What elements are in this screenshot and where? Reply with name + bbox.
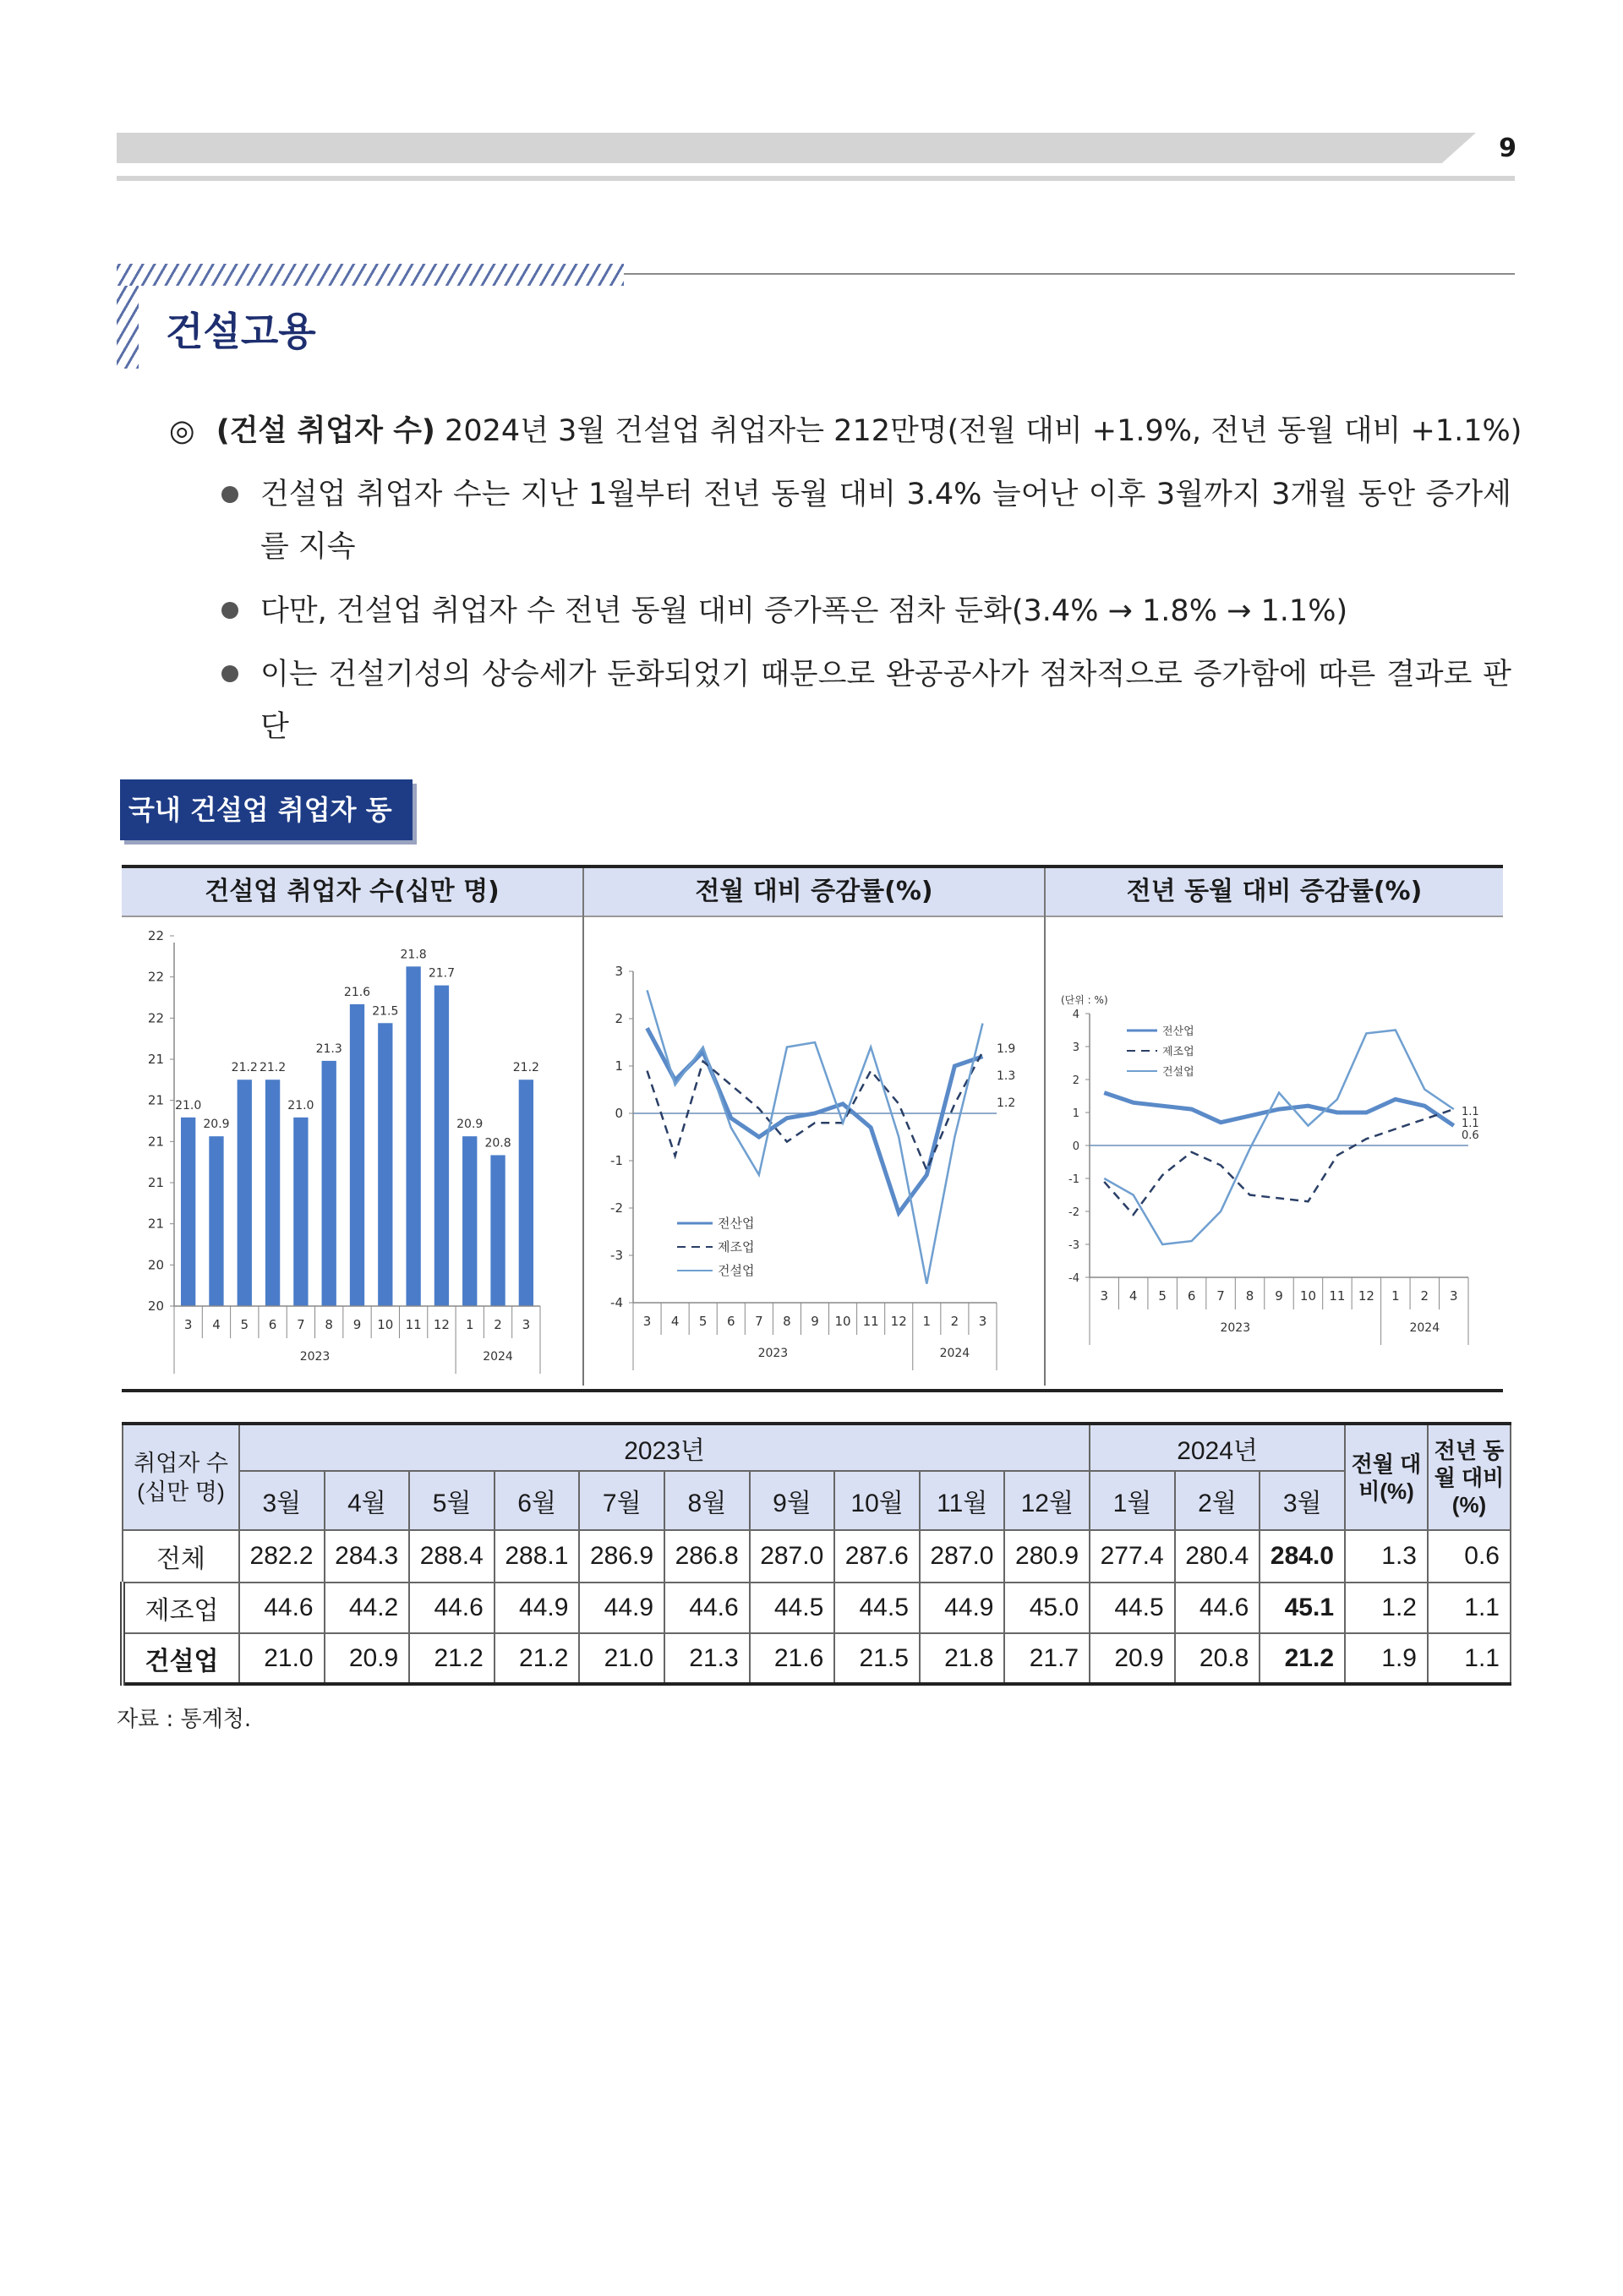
section-hatch-decoration xyxy=(117,264,624,286)
legend-label: 제조업 xyxy=(1162,1046,1194,1058)
y-tick-label: -4 xyxy=(1068,1272,1079,1285)
end-data-label: 0.6 xyxy=(1462,1129,1479,1142)
x-tick-label: 9 xyxy=(811,1314,819,1329)
bar xyxy=(265,1080,280,1306)
y-tick-label: 21 xyxy=(147,1175,164,1190)
table-corner: 취업자 수 (십만 명) xyxy=(123,1424,239,1530)
employment-bar-chart xyxy=(122,917,582,1386)
bar-data-label: 20.8 xyxy=(484,1136,511,1151)
mom-line-chart xyxy=(584,917,1044,1386)
bar-data-label: 21.2 xyxy=(512,1061,539,1075)
table-cell: 44.6 xyxy=(1175,1583,1260,1633)
table-cell: 45.1 xyxy=(1260,1583,1345,1633)
month-header: 3월 xyxy=(239,1471,325,1530)
x-tick-label: 8 xyxy=(325,1317,333,1332)
table-cell: 277.4 xyxy=(1090,1530,1175,1583)
y-tick-label: 3 xyxy=(615,964,623,979)
bar xyxy=(406,966,420,1306)
table-cell: 44.9 xyxy=(920,1583,1005,1633)
table-cell: 280.4 xyxy=(1175,1530,1260,1583)
x-tick-label: 7 xyxy=(755,1314,763,1329)
end-data-label: 1.9 xyxy=(997,1042,1016,1056)
year-header-2023: 2023년 xyxy=(239,1424,1090,1471)
bullet-text-3: 이는 건설기성의 상승세가 둔화되었기 때문으로 완공공사가 점차적으로 증가함에 따른 결과로 판단 xyxy=(260,658,1511,744)
bar xyxy=(293,1118,308,1306)
month-header: 4월 xyxy=(325,1471,410,1530)
x-tick-label: 12 xyxy=(890,1314,907,1329)
x-tick-label: 6 xyxy=(1187,1288,1196,1304)
x-tick-label: 12 xyxy=(433,1317,450,1332)
bar-data-label: 21.7 xyxy=(428,966,456,981)
x-tick-label: 6 xyxy=(268,1317,277,1332)
month-header: 10월 xyxy=(834,1471,920,1530)
table-cell: 282.2 xyxy=(239,1530,325,1583)
table-cell: 44.5 xyxy=(834,1583,920,1633)
x-tick-label: 5 xyxy=(698,1314,708,1329)
x-tick-label: 12 xyxy=(1358,1288,1374,1304)
series-line-제조업 xyxy=(1104,1109,1454,1215)
month-header: 3월 xyxy=(1260,1471,1345,1530)
y-tick-label: 20 xyxy=(147,1257,164,1273)
table-cell: 44.6 xyxy=(664,1583,750,1633)
table-cell: 21.5 xyxy=(834,1633,920,1684)
y-tick-label: 0 xyxy=(615,1106,623,1121)
y-tick-label: 21 xyxy=(147,1052,164,1067)
y-tick-label: 22 xyxy=(147,928,164,943)
month-header: 12월 xyxy=(1004,1471,1090,1530)
x-tick-label: 10 xyxy=(377,1317,394,1332)
series-line-건설업 xyxy=(648,990,983,1283)
table-cell: 21.2 xyxy=(1260,1633,1345,1684)
legend-label: 전산업 xyxy=(718,1216,755,1231)
year-label: 2023 xyxy=(299,1350,331,1364)
table-cell: 21.8 xyxy=(920,1633,1005,1684)
y-tick-label: 21 xyxy=(147,1216,164,1232)
table-cell-mom: 1.3 xyxy=(1345,1530,1428,1583)
intro-label: (건설 취업자 수) xyxy=(216,414,435,448)
end-data-label: 1.1 xyxy=(1462,1118,1479,1130)
x-tick-label: 3 xyxy=(1449,1288,1458,1304)
section-hatch-vertical xyxy=(117,286,139,369)
x-tick-label: 3 xyxy=(642,1314,652,1329)
y-tick-label: 1 xyxy=(1072,1107,1079,1120)
page-number: 9 xyxy=(1499,134,1516,163)
section-title: 건설고용 xyxy=(166,309,316,354)
table-cell: 287.0 xyxy=(920,1530,1005,1583)
y-tick-label: 3 xyxy=(1072,1041,1079,1054)
table-cell: 21.2 xyxy=(495,1633,580,1684)
y-tick-label: 2 xyxy=(1072,1074,1079,1087)
header-band xyxy=(117,133,1476,163)
x-tick-label: 1 xyxy=(465,1317,474,1332)
table-cell-mom: 1.2 xyxy=(1345,1583,1428,1633)
x-tick-label: 10 xyxy=(834,1314,851,1329)
bar-data-label: 21.0 xyxy=(287,1098,314,1112)
bar xyxy=(462,1136,477,1306)
y-tick-label: -1 xyxy=(1068,1173,1079,1186)
x-tick-label: 3 xyxy=(522,1317,531,1332)
month-header: 11월 xyxy=(920,1471,1005,1530)
yoy-line-chart xyxy=(1046,917,1503,1386)
bar xyxy=(181,1118,195,1306)
table-cell-mom: 1.9 xyxy=(1345,1633,1428,1684)
x-tick-label: 4 xyxy=(1128,1288,1138,1304)
legend-label: 건설업 xyxy=(1162,1066,1194,1079)
table-cell: 20.9 xyxy=(325,1633,410,1684)
x-tick-label: 3 xyxy=(183,1317,193,1332)
bullet-dot xyxy=(221,486,238,503)
table-cell: 45.0 xyxy=(1004,1583,1090,1633)
legend-label: 건설업 xyxy=(718,1263,755,1278)
intro-marker: ◎ xyxy=(169,414,195,448)
x-tick-label: 10 xyxy=(1299,1288,1317,1304)
year-label: 2023 xyxy=(1220,1321,1251,1335)
end-data-label: 1.2 xyxy=(997,1096,1016,1110)
table-cell: 20.8 xyxy=(1175,1633,1260,1684)
y-tick-label: -1 xyxy=(610,1153,623,1168)
bar-data-label: 20.9 xyxy=(203,1118,230,1132)
bar-data-label: 20.9 xyxy=(456,1118,484,1132)
yoy-header: 전년 동월 대비(%) xyxy=(1428,1424,1511,1530)
row-label: 제조업 xyxy=(123,1583,239,1633)
x-tick-label: 2 xyxy=(1420,1288,1429,1304)
table-cell: 44.9 xyxy=(495,1583,580,1633)
x-tick-label: 4 xyxy=(212,1317,221,1332)
y-tick-label: -4 xyxy=(610,1295,623,1310)
year-label: 2024 xyxy=(1409,1321,1440,1335)
table-cell: 44.6 xyxy=(409,1583,495,1633)
month-header: 2월 xyxy=(1175,1471,1260,1530)
x-tick-label: 9 xyxy=(1275,1288,1283,1304)
x-tick-label: 11 xyxy=(405,1317,422,1332)
table-cell: 286.8 xyxy=(664,1530,750,1583)
month-header: 9월 xyxy=(750,1471,835,1530)
y-tick-label: 22 xyxy=(147,969,164,985)
bar xyxy=(434,986,449,1306)
table-cell: 288.4 xyxy=(409,1530,495,1583)
bar xyxy=(490,1155,505,1306)
month-header: 8월 xyxy=(664,1471,750,1530)
y-tick-label: -3 xyxy=(610,1248,623,1263)
table-cell: 21.6 xyxy=(750,1633,835,1684)
table-cell: 44.5 xyxy=(1090,1583,1175,1633)
bar xyxy=(238,1080,252,1306)
y-tick-label: 21 xyxy=(147,1134,164,1150)
y-tick-label: 22 xyxy=(147,1010,164,1026)
table-row xyxy=(123,1633,1511,1684)
unit-label: (단위 : %) xyxy=(1061,994,1108,1006)
end-data-label: 1.3 xyxy=(997,1069,1016,1083)
table-cell: 44.9 xyxy=(579,1583,664,1633)
month-header: 5월 xyxy=(409,1471,495,1530)
table-cell: 21.7 xyxy=(1004,1633,1090,1684)
x-tick-label: 7 xyxy=(1216,1288,1225,1304)
table-cell: 44.6 xyxy=(239,1583,325,1633)
bullet-dot xyxy=(221,665,238,682)
x-tick-label: 1 xyxy=(922,1314,932,1329)
table-cell: 44.5 xyxy=(750,1583,835,1633)
y-tick-label: 21 xyxy=(147,1092,164,1108)
table-cell: 287.6 xyxy=(834,1530,920,1583)
x-tick-label: 9 xyxy=(352,1317,362,1332)
employment-table xyxy=(120,1422,1511,1686)
x-tick-label: 11 xyxy=(862,1314,879,1329)
y-tick-label: -3 xyxy=(1068,1239,1079,1252)
table-cell: 21.0 xyxy=(579,1633,664,1684)
panel-header-yoy: 전년 동월 대비 증감률(%) xyxy=(1046,868,1503,917)
bar-data-label: 21.2 xyxy=(259,1061,287,1075)
x-tick-label: 3 xyxy=(978,1314,987,1329)
bar-data-label: 21.5 xyxy=(372,1004,399,1019)
bar xyxy=(350,1004,364,1306)
x-tick-label: 8 xyxy=(1245,1288,1254,1304)
table-cell: 288.1 xyxy=(495,1530,580,1583)
year-label: 2024 xyxy=(483,1350,513,1364)
table-cell-yoy: 0.6 xyxy=(1428,1530,1511,1583)
legend-label: 제조업 xyxy=(718,1239,755,1255)
intro-text: 2024년 3월 건설업 취업자는 212만명(전월 대비 +1.9%, 전년 동월 대비 +1.1%) xyxy=(434,414,1522,448)
y-tick-label: 20 xyxy=(147,1298,164,1314)
end-data-label: 1.1 xyxy=(1462,1106,1479,1118)
bar-data-label: 21.6 xyxy=(343,985,371,999)
series-line-전산업 xyxy=(1104,1093,1454,1126)
bullet-dot xyxy=(221,602,238,619)
bar-data-label: 21.8 xyxy=(400,948,427,962)
x-tick-label: 1 xyxy=(1391,1288,1400,1304)
table-row xyxy=(123,1583,1511,1633)
bar xyxy=(322,1061,336,1306)
table-cell-yoy: 1.1 xyxy=(1428,1583,1511,1633)
x-tick-label: 8 xyxy=(783,1314,791,1329)
month-header: 7월 xyxy=(579,1471,664,1530)
bar-data-label: 21.3 xyxy=(315,1041,342,1056)
table-cell: 21.0 xyxy=(239,1633,325,1684)
y-tick-label: 1 xyxy=(615,1058,623,1074)
month-header: 1월 xyxy=(1090,1471,1175,1530)
table-cell: 284.0 xyxy=(1260,1530,1345,1583)
bar-data-label: 21.0 xyxy=(175,1098,202,1112)
table-cell: 21.2 xyxy=(409,1633,495,1684)
x-tick-label: 5 xyxy=(1158,1288,1167,1304)
x-tick-label: 6 xyxy=(726,1314,735,1329)
x-tick-label: 4 xyxy=(670,1314,680,1329)
intro-paragraph xyxy=(169,411,1522,451)
legend-label: 전산업 xyxy=(1162,1025,1194,1038)
mom-header: 전월 대비(%) xyxy=(1345,1424,1428,1530)
header-rule xyxy=(117,176,1515,181)
y-tick-label: 0 xyxy=(1072,1140,1079,1153)
x-tick-label: 11 xyxy=(1329,1288,1346,1304)
bullet-text-1: 건설업 취업자 수는 지난 1월부터 전년 동월 대비 3.4% 늘어난 이후 3월까지 3개월 동안 증가세를 지속 xyxy=(260,478,1511,564)
panel-header-employment: 건설업 취업자 수(십만 명) xyxy=(122,868,582,917)
table-cell: 287.0 xyxy=(750,1530,835,1583)
table-row xyxy=(123,1530,1511,1583)
series-line-건설업 xyxy=(1104,1030,1454,1245)
row-label: 건설업 xyxy=(123,1633,239,1684)
bar xyxy=(378,1023,392,1306)
table-cell: 280.9 xyxy=(1004,1530,1090,1583)
table-cell: 286.9 xyxy=(579,1530,664,1583)
y-tick-label: -2 xyxy=(610,1200,623,1216)
year-header-2024: 2024년 xyxy=(1090,1424,1345,1471)
table-cell-yoy: 1.1 xyxy=(1428,1633,1511,1684)
bullet-text-2: 다만, 건설업 취업자 수 전년 동월 대비 증가폭은 점차 둔화(3.4% → 1.8% → 1.1%) xyxy=(260,594,1348,628)
row-label: 전체 xyxy=(123,1530,239,1583)
table-cell: 20.9 xyxy=(1090,1633,1175,1684)
x-tick-label: 3 xyxy=(1100,1288,1109,1304)
bar-data-label: 21.2 xyxy=(231,1061,258,1075)
bar xyxy=(519,1080,533,1306)
y-tick-label: 4 xyxy=(1072,1009,1079,1021)
section-rule xyxy=(624,273,1515,275)
bar xyxy=(209,1136,223,1306)
chart-panel-frame xyxy=(122,865,1503,1392)
month-header: 6월 xyxy=(495,1471,580,1530)
y-tick-label: 2 xyxy=(615,1011,623,1026)
panel-header-mom: 전월 대비 증감률(%) xyxy=(584,868,1044,917)
x-tick-label: 7 xyxy=(297,1317,305,1332)
year-label: 2024 xyxy=(939,1347,970,1360)
source-note: 자료 : 통계청. xyxy=(117,1707,252,1732)
year-label: 2023 xyxy=(757,1347,789,1360)
x-tick-label: 2 xyxy=(494,1317,502,1332)
table-cell: 21.3 xyxy=(664,1633,750,1684)
y-tick-label: -2 xyxy=(1068,1206,1079,1219)
x-tick-label: 2 xyxy=(950,1314,959,1329)
x-tick-label: 5 xyxy=(240,1317,249,1332)
table-cell: 284.3 xyxy=(325,1530,410,1583)
table-cell: 44.2 xyxy=(325,1583,410,1633)
chart-box-title: 국내 건설업 취업자 동 xyxy=(120,779,413,840)
month-header-row xyxy=(123,1471,1511,1530)
